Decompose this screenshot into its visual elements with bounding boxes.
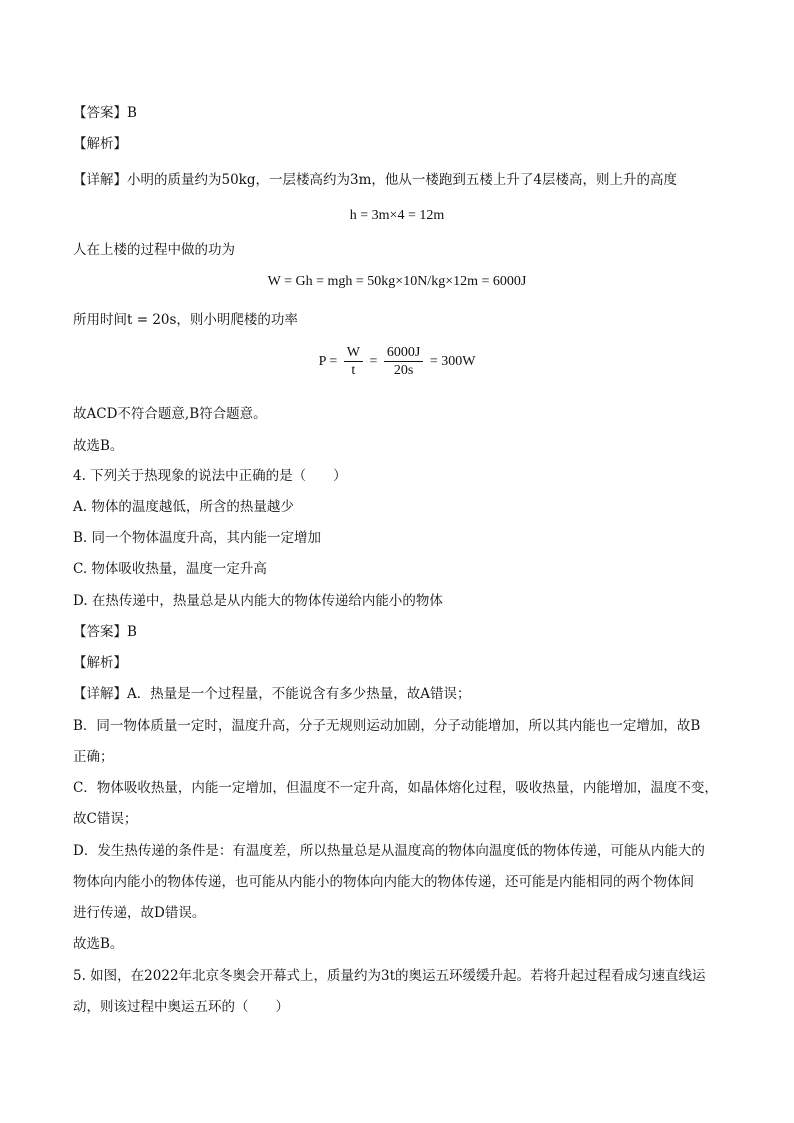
power-result: = 300W <box>429 353 476 369</box>
q4-detail-line: 故C错误； <box>73 811 138 827</box>
q3-work-equation: W = Gh = mgh = 50kg×10N/kg×12m = 6000J <box>267 274 527 289</box>
q3-height-equation: h = 3m×4 = 12m <box>349 208 445 223</box>
q4-detail-line: C．物体吸收热量，内能一定增加，但温度不一定升高，如晶体熔化过程，吸收热量，内能增加，温度不变， <box>73 780 718 796</box>
q3-power-equation <box>0 344 794 379</box>
q4-option-a: A. 物体的温度越低，所含的热量越少 <box>73 499 294 515</box>
q4-choose: 故选B。 <box>73 936 124 952</box>
q3-time-intro: 所用时间t = 20s，则小明爬楼的功率 <box>73 312 298 328</box>
power-fraction-value-denominator: 20s <box>393 363 414 378</box>
power-equals: = <box>369 353 378 369</box>
q3-conclusion: 故ACD不符合题意,B符合题意。 <box>73 406 267 422</box>
q5-stem-line: 5. 如图，在2022年北京冬奥会开幕式上，质量约为3t的奥运五环缓缓升起。若将升起过程看成匀速直线运 <box>73 968 706 984</box>
power-lhs: P = <box>318 353 338 369</box>
power-fraction-symbolic <box>344 344 363 379</box>
power-fraction-numeric <box>384 344 423 379</box>
q3-answer: 【答案】B <box>73 105 137 121</box>
q4-stem: 4. 下列关于热现象的说法中正确的是（ ） <box>73 468 347 484</box>
q4-detail-line: D．发生热传递的条件是：有温度差，所以热量总是从温度高的物体向温度低的物体传递，可能从内能大的 <box>73 843 705 859</box>
q4-detail-line: 【详解】A．热量是一个过程量，不能说含有多少热量，故A错误； <box>73 686 471 702</box>
power-fraction-denominator: t <box>351 363 356 378</box>
q4-detail-line: B．同一物体质量一定时，温度升高，分子无规则运动加剧，分子动能增加，所以其内能也一定增加，故B <box>73 718 701 734</box>
q4-detail-line: 物体向内能小的物体传递，也可能从内能小的物体向内能大的物体传递，还可能是内能相同的两个物体间 <box>73 874 694 890</box>
q4-answer: 【答案】B <box>73 624 137 640</box>
q3-analysis-heading: 【解析】 <box>73 136 127 152</box>
q4-detail-line: 进行传递，故D错误。 <box>73 905 206 921</box>
q4-detail-line: 正确； <box>73 749 114 765</box>
power-fraction-value-numerator: 6000J <box>384 344 423 362</box>
q3-choose: 故选B。 <box>73 438 124 454</box>
power-fraction-numerator: W <box>344 344 363 362</box>
q4-analysis-heading: 【解析】 <box>73 655 127 671</box>
q3-detail: 【详解】小明的质量约为50kg，一层楼高约为3m，他从一楼跑到五楼上升了4层楼高，则上升的高度 <box>73 172 677 188</box>
q4-option-d: D. 在热传递中，热量总是从内能大的物体传递给内能小的物体 <box>73 593 443 609</box>
q4-option-b: B. 同一个物体温度升高，其内能一定增加 <box>73 530 322 546</box>
q3-work-intro: 人在上楼的过程中做的功为 <box>73 242 235 258</box>
q5-stem-line: 动，则该过程中奥运五环的（ ） <box>73 999 289 1015</box>
q4-option-c: C. 物体吸收热量，温度一定升高 <box>73 561 267 577</box>
